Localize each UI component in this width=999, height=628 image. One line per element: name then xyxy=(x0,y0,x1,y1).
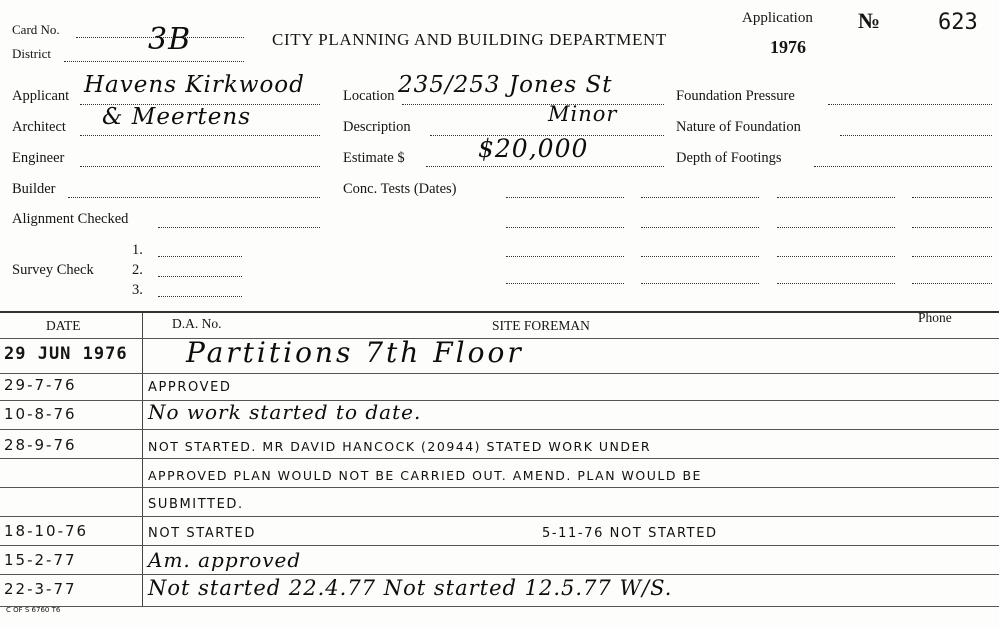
applicant-value: Havens Kirkwood xyxy=(84,72,305,98)
conc-line-1b xyxy=(641,197,759,198)
entry-date: 29-7-76 xyxy=(4,376,77,394)
survey-line-1 xyxy=(158,256,242,257)
entry-extra-text: 5-11-76 NOT STARTED xyxy=(542,526,718,541)
district-label: District xyxy=(12,46,51,61)
survey-item-1: 1. xyxy=(132,242,143,258)
location-label: Location xyxy=(343,88,395,104)
entry-text: NOT STARTED xyxy=(148,526,256,541)
depth-of-footings-label: Depth of Footings xyxy=(676,150,782,166)
conc-tests-label: Conc. Tests (Dates) xyxy=(343,181,457,197)
da-no-header: D.A. No. xyxy=(172,316,222,331)
conc-line-3c xyxy=(777,256,895,257)
foundation-pressure-line xyxy=(828,104,992,105)
entry-text: SUBMITTED. xyxy=(148,497,244,512)
row-line-5 xyxy=(0,487,999,488)
application-label: Application xyxy=(742,10,813,26)
foundation-pressure-label: Foundation Pressure xyxy=(676,88,795,104)
entry-date: 18-10-76 xyxy=(4,522,89,540)
date-header: DATE xyxy=(46,318,81,333)
conc-line-4a xyxy=(506,283,624,284)
date-column-divider xyxy=(142,313,143,606)
conc-line-2b xyxy=(641,227,759,228)
conc-line-1d xyxy=(912,197,992,198)
entry-text: NOT STARTED. MR DAVID HANCOCK (20944) STATED WORK UNDER xyxy=(148,439,652,454)
entry-text: APPROVED xyxy=(148,380,232,395)
card-no-label: Card No. xyxy=(12,22,60,37)
entry-text: Partitions 7th Floor xyxy=(186,336,524,369)
survey-line-2 xyxy=(158,276,242,277)
number-symbol: № xyxy=(858,8,881,33)
row-line-9 xyxy=(0,606,999,607)
conc-line-2d xyxy=(912,227,992,228)
depth-of-footings-line xyxy=(814,166,992,167)
entry-text: No work started to date. xyxy=(148,400,422,424)
row-line-4 xyxy=(0,458,999,459)
conc-line-3b xyxy=(641,256,759,257)
engineer-line xyxy=(80,166,320,167)
entry-date: 15-2-77 xyxy=(4,551,77,569)
location-value: 235/253 Jones St xyxy=(398,72,613,98)
estimate-value: $20,000 xyxy=(478,134,589,163)
nature-of-foundation-label: Nature of Foundation xyxy=(676,119,801,135)
row-line-7 xyxy=(0,545,999,546)
survey-label: Survey Check xyxy=(12,262,94,278)
conc-line-4b xyxy=(641,283,759,284)
conc-line-4d xyxy=(912,283,992,284)
survey-line-3 xyxy=(158,296,242,297)
row-line-8 xyxy=(0,574,999,575)
alignment-label: Alignment Checked xyxy=(12,211,129,227)
builder-label: Builder xyxy=(12,181,56,197)
form-code: C OF S 6760 T6 xyxy=(6,606,61,614)
description-value: Minor xyxy=(548,102,618,126)
nature-of-foundation-line xyxy=(840,135,992,136)
survey-item-3: 3. xyxy=(132,282,143,298)
estimate-label: Estimate $ xyxy=(343,150,405,166)
application-number: 623 xyxy=(938,10,978,35)
phone-header: Phone xyxy=(918,310,952,325)
entry-text: Am. approved xyxy=(148,548,302,572)
conc-line-1a xyxy=(506,197,624,198)
conc-line-4c xyxy=(777,283,895,284)
district-line xyxy=(64,61,244,62)
builder-line xyxy=(68,197,320,198)
alignment-line xyxy=(158,227,320,228)
architect-label: Architect xyxy=(12,119,66,135)
application-year: 1976 xyxy=(770,37,806,57)
site-foreman-header: SITE FOREMAN xyxy=(492,318,590,333)
conc-line-1c xyxy=(777,197,895,198)
conc-line-2c xyxy=(777,227,895,228)
architect-value: & Meertens xyxy=(102,104,252,130)
entry-date: 28-9-76 xyxy=(4,436,77,454)
survey-item-2: 2. xyxy=(132,262,143,278)
entry-date: 10-8-76 xyxy=(4,405,77,423)
engineer-label: Engineer xyxy=(12,150,65,166)
district-value: 3B xyxy=(148,22,192,57)
table-top-border xyxy=(0,311,999,313)
row-line-1 xyxy=(0,373,999,374)
row-line-3 xyxy=(0,429,999,430)
architect-line xyxy=(80,135,320,136)
department-title: CITY PLANNING AND BUILDING DEPARTMENT xyxy=(272,30,667,49)
applicant-label: Applicant xyxy=(12,88,70,104)
estimate-line xyxy=(426,166,664,167)
row-line-6 xyxy=(0,516,999,517)
entry-text: APPROVED PLAN WOULD NOT BE CARRIED OUT. AMEND. PLAN WOULD BE xyxy=(148,468,702,483)
conc-line-3d xyxy=(912,256,992,257)
location-line xyxy=(402,104,664,105)
description-label: Description xyxy=(343,119,411,135)
entry-date: 22-3-77 xyxy=(4,580,77,598)
entry-text: Not started 22.4.77 Not started 12.5.77 W/S. xyxy=(148,576,673,600)
conc-line-3a xyxy=(506,256,624,257)
conc-line-2a xyxy=(506,227,624,228)
entry-date: 29 JUN 1976 xyxy=(4,344,128,364)
